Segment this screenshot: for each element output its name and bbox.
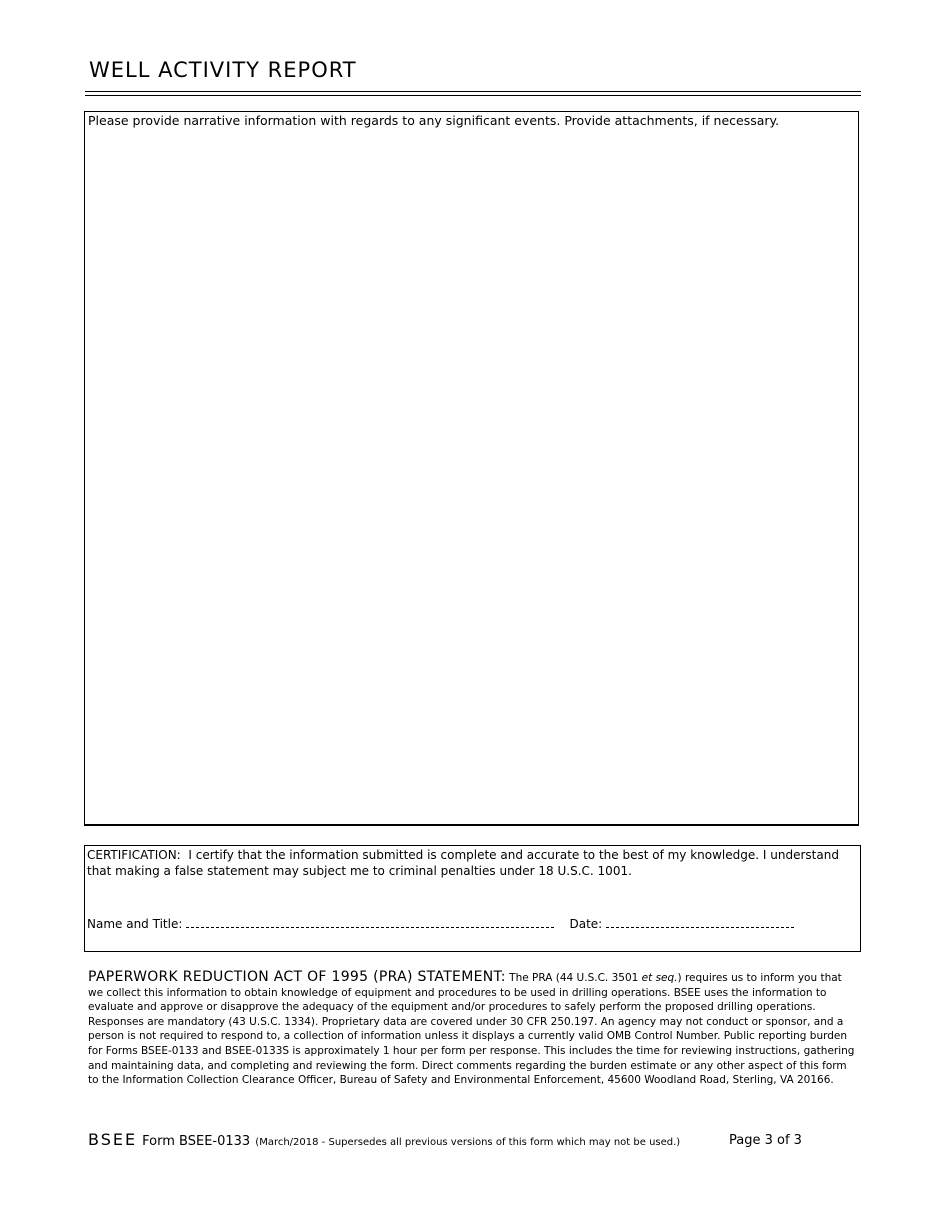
narrative-prompt: Please provide narrative information with regards to any significant events. Provide attachments, if necessary. — [88, 113, 780, 128]
footer-note: (March/2018 - Supersedes all previous versions of this form which may not be used.) — [255, 1137, 681, 1148]
footer-form-number: Form BSEE-0133 — [142, 1134, 251, 1149]
date-label: Date: — [569, 917, 603, 931]
name-title-label: Name and Title: — [87, 917, 183, 931]
title-rule — [85, 91, 861, 92]
certification-label: CERTIFICATION: — [87, 848, 181, 862]
footer-agency: BSEE — [88, 1130, 138, 1149]
pra-lead: The PRA (44 U.S.C. 3501 — [509, 972, 639, 984]
narrative-input[interactable] — [87, 134, 856, 822]
pra-lead-italic: et seq. — [641, 972, 678, 984]
narrative-section — [84, 111, 859, 826]
certification-statement — [87, 847, 852, 879]
pra-body: ) requires us to inform you that we collect this information to obtain knowledge of equipment and procedures to be used in drilling operations. BSEE uses the information to evaluate and approve or disapprove the adequacy of the equipment and/or procedures to safely perform the proposed drilling operations. Responses are mandatory (43 U.S.C. 1334). Proprietary data are covered under 30 CFR 250.197. An agency may not conduct or sponsor, and a person is not required to respond to, a collection of information unless it displays a currently valid OMB Control Number. Public reporting burden for Forms BSEE-0133 and BSEE-0133S is approximately 1 hour per form per response. This includes the time for reviewing instructions, gathering and maintaining data, and completing and reviewing the form. Direct comments regarding the burden estimate or any other aspect of this form to the Information Collection Clearance Officer, Bureau of Safety and Environmental Enforcement, 45600 Woodland Road, Sterling, VA 20166. — [88, 972, 855, 1087]
title-rule-secondary — [85, 95, 861, 96]
date-field[interactable] — [606, 917, 794, 928]
page-title: WELL ACTIVITY REPORT — [89, 58, 357, 82]
name-title-field[interactable] — [186, 917, 554, 928]
certification-section — [84, 845, 861, 952]
page-number: Page 3 of 3 — [729, 1133, 802, 1148]
pra-statement — [88, 970, 860, 1088]
signature-line — [87, 917, 794, 931]
pra-heading: PAPERWORK REDUCTION ACT OF 1995 (PRA) STATEMENT: — [88, 969, 506, 985]
certification-text: I certify that the information submitted is complete and accurate to the best of my knowledge. I understand that making a false statement may subject me to criminal penalties under 18 U.S.C. 1001. — [87, 848, 839, 878]
footer — [88, 1130, 680, 1149]
